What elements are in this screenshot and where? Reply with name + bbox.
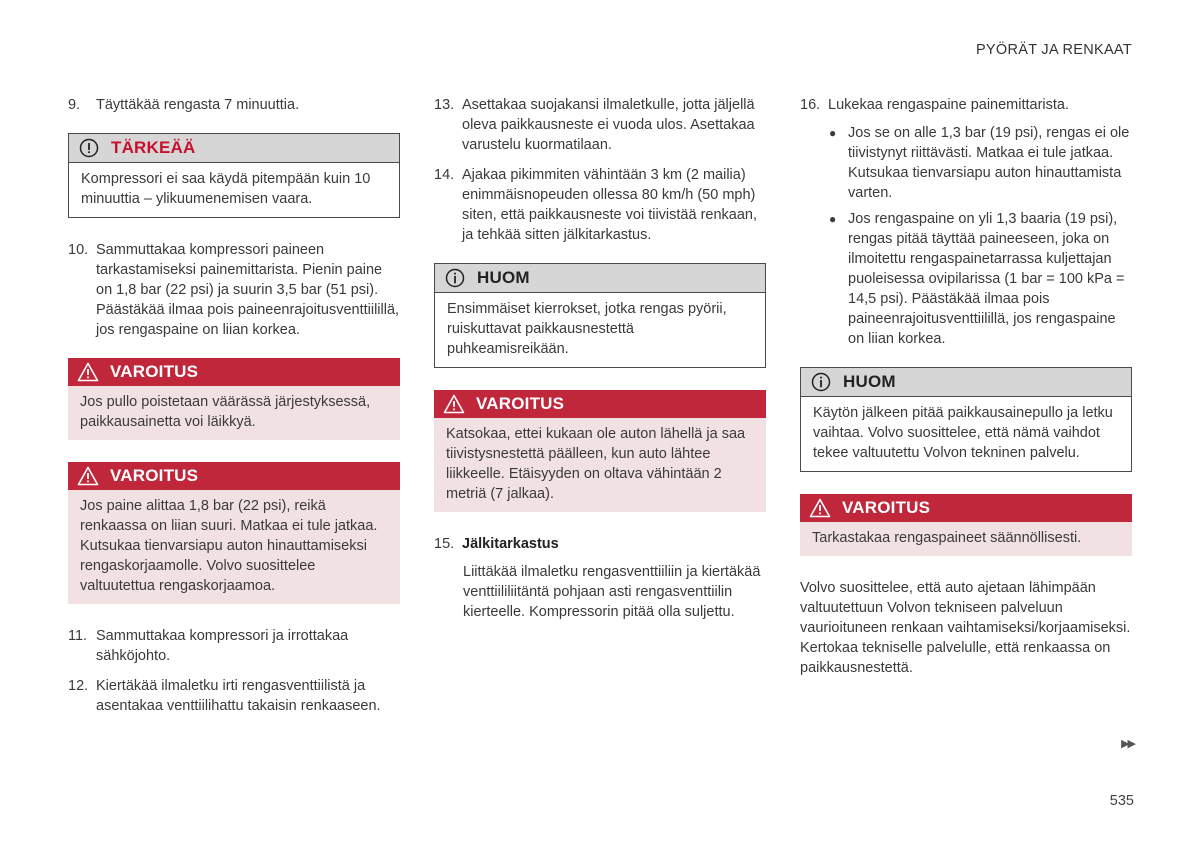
warning-box [68,462,400,604]
warning-label: VAROITUS [842,498,931,517]
warning-label: VAROITUS [110,362,199,381]
warning-body: Katsokaa, ettei kukaan ole auton lähellä ja saa tiivistysnestettä päälleen, kun auto lähtee liikkeelle. Etäisyyden on oltava vähintään 2 metriä (7 jalkaa). [434,418,766,512]
warning-box [800,494,1132,556]
step-12 [68,676,400,716]
step-text: Täyttäkää rengasta 7 minuuttia. [96,97,300,113]
note-body: Ensimmäiset kierrokset, jotka rengas pyörii, ruiskuttavat paikkausnestettä puhkeamisreikään. [447,301,727,357]
list-item-text: Jos se on alle 1,3 bar (19 psi), rengas ei ole tiivistynyt riittävästi. Matkaa ei tule jatkaa. Kutsukaa tienvarsiapu auton hinauttamista varten. [848,125,1130,201]
step-16 [800,95,1132,115]
warning-triangle-icon [76,361,100,383]
step-number: 13. [434,97,455,113]
step-text: Sammuttakaa kompressori paineen tarkastamiseksi painemittarista. Pienin paine on 1,8 bar (22 psi) ja suurin 3,5 bar (51 psi). Päästäkää ilmaa pois paineenrajoitusventtiilillä, jos rengaspaine on liian korkea. [96,242,400,338]
bullet-icon: ● [829,212,837,226]
info-icon [809,371,833,393]
column-left [68,95,400,726]
note-box [800,367,1132,472]
note-header [435,264,765,293]
bullet-icon: ● [829,126,837,140]
step-text: Asettakaa suojakansi ilmaletkulle, jotta jäljellä oleva paikkausneste ei vuoda ulos. Asettakaa varustelu kuormatilaan. [462,97,755,153]
warning-triangle-icon [808,497,832,519]
column-middle [434,95,766,622]
warning-header [68,358,400,386]
step-10 [68,240,400,340]
step-text: Lukekaa rengaspaine painemittarista. [828,97,1070,113]
warning-body: Tarkastakaa rengaspaineet säännöllisesti. [800,522,1132,556]
step-number: 14. [434,167,455,183]
step-14 [434,165,766,245]
step-15 [434,534,766,554]
page-number: 535 [1109,793,1134,809]
warning-label: VAROITUS [476,394,565,413]
double-arrow-right-icon: ▶▶ [1121,738,1134,750]
list-item [829,123,1132,203]
warning-box [434,390,766,512]
warning-box [68,358,400,440]
section-title: PYÖRÄT JA RENKAAT [975,42,1132,58]
step-number: 12. [68,678,89,694]
closing-paragraph: Volvo suosittelee, että auto ajetaan lähimpään valtuutettuun Volvon tekniseen palveluun vaurioituneen renkaan vaihtamiseksi/korjaamiseksi. Kertokaa tekniselle palvelulle, että renkaassa on paikkausnestettä. [800,580,1131,676]
step-number: 10. [68,242,89,258]
exclamation-icon [77,137,101,159]
note-box [434,263,766,368]
step-number: 11. [68,628,88,644]
list-item [829,209,1132,349]
important-header [69,134,399,163]
warning-label: VAROITUS [110,466,199,485]
step-9 [68,95,400,115]
list-item-text: Jos rengaspaine on yli 1,3 baaria (19 psi), rengas pitää täyttää paineeseen, joka on ilmoitettu rengaspainetarrassa kuljettajan puoleisessa ovipilarissa (1 bar = 100 kPa = 14,5 psi). Päästäkää ilmaa pois paineenrajoitusventtiilillä, jos rengaspaine on liian korkea. [848,211,1125,347]
bullet-list [829,123,1132,349]
step-number: 9. [68,97,81,113]
important-label: TÄRKEÄÄ [111,138,196,157]
column-right [800,95,1132,678]
warning-header [800,494,1132,522]
step-15-text: Liittäkää ilmaletku rengasventtiiliin ja kiertäkää venttiililiitäntä pohjaan asti rengasventtiilin kierteelle. Kompressorin pitää olla suljettu. [463,564,761,620]
note-label: HUOM [477,268,530,287]
step-text: Kiertäkää ilmaletku irti rengasventtiilistä ja asentakaa venttiilihattu takaisin renkaaseen. [96,678,381,714]
step-title: Jälkitarkastus [462,536,559,552]
step-13 [434,95,766,155]
step-text: Sammuttakaa kompressori ja irrottakaa sähköjohto. [96,628,349,664]
warning-body: Jos pullo poistetaan väärässä järjestyksessä, paikkausainetta voi läikkyä. [68,386,400,440]
important-box [68,133,400,218]
warning-header [68,462,400,490]
warning-header [434,390,766,418]
warning-triangle-icon [76,465,100,487]
step-number: 15. [434,536,455,552]
note-body: Käytön jälkeen pitää paikkausainepullo ja letku vaihtaa. Volvo suosittelee, että nämä vaihdot tekee valtuutettu Volvon tekninen palvelu. [813,405,1113,461]
important-body: Kompressori ei saa käydä pitempään kuin 10 minuuttia – ylikuumenemisen vaara. [81,171,371,207]
note-label: HUOM [843,372,896,391]
step-number: 16. [800,97,821,113]
warning-triangle-icon [442,393,466,415]
note-header [801,368,1131,397]
info-icon [443,267,467,289]
step-11 [68,626,400,666]
warning-body: Jos paine alittaa 1,8 bar (22 psi), reikä renkaassa on liian suuri. Matkaa ei tule jatkaa. Kutsukaa tienvarsiapu auton hinauttamiseksi rengaskorjaamolle. Volvo suosittelee valtuutettua rengaskorjaamoa. [68,490,400,604]
step-text: Ajakaa pikimmiten vähintään 3 km (2 mailia) enimmäisnopeuden ollessa 80 km/h (50 mph) siten, että paikkausneste voi tiivistää renkaan, ja tehkää sitten jälkitarkastus. [462,167,757,243]
